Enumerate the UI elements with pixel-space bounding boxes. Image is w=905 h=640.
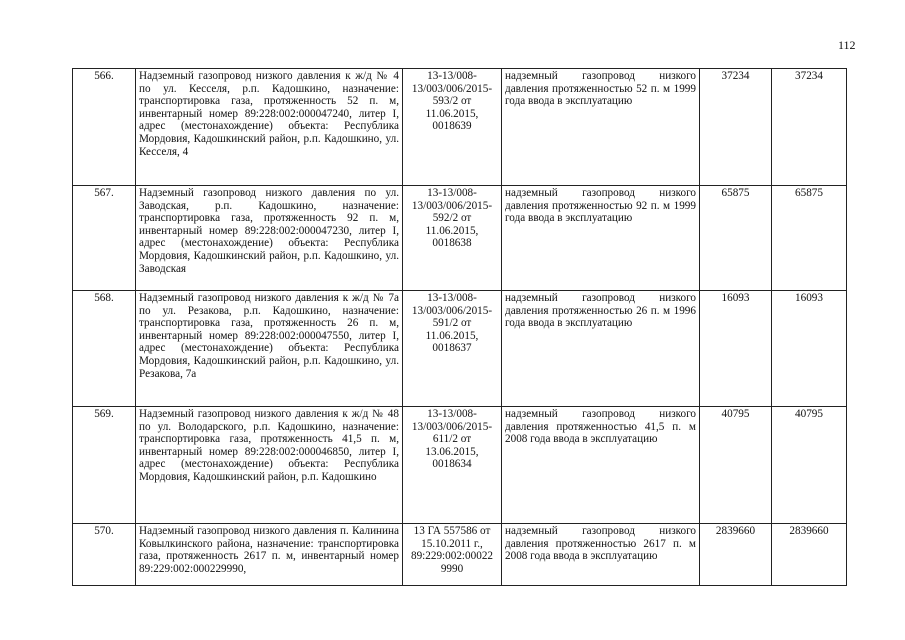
value-cell-1: 37234 <box>700 69 772 186</box>
row-number: 567. <box>73 186 136 291</box>
object-description: надземный газопровод низкого давления протяженностью 92 п. м 1999 года ввода в эксплуатацию <box>502 186 700 291</box>
object-description: надземный газопровод низкого давления протяженностью 52 п. м 1999 года ввода в эксплуатацию <box>502 69 700 186</box>
registration-record: 13 ГА 557586 от 15.10.2011 г., 89:229:002:00022 9990 <box>403 524 502 586</box>
value-cell-2: 40795 <box>772 407 847 524</box>
table-row <box>73 291 847 407</box>
table-row <box>73 69 847 186</box>
registration-record: 13-13/008-13/003/006/2015-611/2 от 13.06.2015, 0018634 <box>403 407 502 524</box>
value-cell-2: 65875 <box>772 186 847 291</box>
row-number: 568. <box>73 291 136 407</box>
value-cell-1: 65875 <box>700 186 772 291</box>
value-cell-2: 37234 <box>772 69 847 186</box>
table-row <box>73 524 847 586</box>
object-name: Надземный газопровод низкого давления к ж/д № 48 по ул. Володарского, р.п. Кадошкино, назначение: транспортировка газа, протяженность 41,5 п. м, инвентарный номер 89:228:002:000046850, литер I, адрес (местонахождение) объекта: Республика Мордовия, Кадошкинский район, р.п. Кадошкино <box>136 407 403 524</box>
registration-record: 13-13/008-13/003/006/2015-591/2 от 11.06.2015, 0018637 <box>403 291 502 407</box>
object-description: надземный газопровод низкого давления протяженностью 41,5 п. м 2008 года ввода в эксплуатацию <box>502 407 700 524</box>
value-cell-1: 2839660 <box>700 524 772 586</box>
row-number: 569. <box>73 407 136 524</box>
object-name: Надземный газопровод низкого давления п. Калинина Ковылкинского района, назначение: транспортировка газа, протяженность 2617 п. м, инвентарный номер 89:229:002:000229990, <box>136 524 403 586</box>
property-register-table <box>72 68 847 586</box>
object-name: Надземный газопровод низкого давления к ж/д № 4 по ул. Кесселя, р.п. Кадошкино, назначение: транспортировка газа, протяженность 52 п. м, инвентарный номер 89:228:002:000047240, литер I, адрес (местонахождение) объекта: Республика Мордовия, Кадошкинский район, р.п. Кадошкино, ул. Кесселя, 4 <box>136 69 403 186</box>
row-number: 566. <box>73 69 136 186</box>
row-number: 570. <box>73 524 136 586</box>
value-cell-1: 40795 <box>700 407 772 524</box>
value-cell-2: 16093 <box>772 291 847 407</box>
registration-record: 13-13/008-13/003/006/2015-592/2 от 11.06.2015, 0018638 <box>403 186 502 291</box>
value-cell-2: 2839660 <box>772 524 847 586</box>
registration-record: 13-13/008-13/003/006/2015-593/2 от 11.06.2015, 0018639 <box>403 69 502 186</box>
object-description: надземный газопровод низкого давления протяженностью 26 п. м 1996 года ввода в эксплуатацию <box>502 291 700 407</box>
object-name: Надземный газопровод низкого давления к ж/д № 7а по ул. Резакова, р.п. Кадошкино, назначение: транспортировка газа, протяженность 26 п. м, инвентарный номер 89:228:002:000047550, литер I, адрес (местонахождение) объекта: Республика Мордовия, Кадошкинский район, р.п. Кадошкино, ул. Резакова, 7а <box>136 291 403 407</box>
value-cell-1: 16093 <box>700 291 772 407</box>
object-name: Надземный газопровод низкого давления по ул. Заводская, р.п. Кадошкино, назначение: транспортировка газа, протяженность 92 п. м, инвентарный номер 89:228:002:000047230, литер I, адрес (местонахождение) объекта: Республика Мордовия, Кадошкинский район, р.п. Кадошкино, ул. Заводская <box>136 186 403 291</box>
object-description: надземный газопровод низкого давления протяженностью 2617 п. м 2008 года ввода в эксплуатацию <box>502 524 700 586</box>
table-row <box>73 186 847 291</box>
page-number: 112 <box>838 38 856 52</box>
table-row <box>73 407 847 524</box>
